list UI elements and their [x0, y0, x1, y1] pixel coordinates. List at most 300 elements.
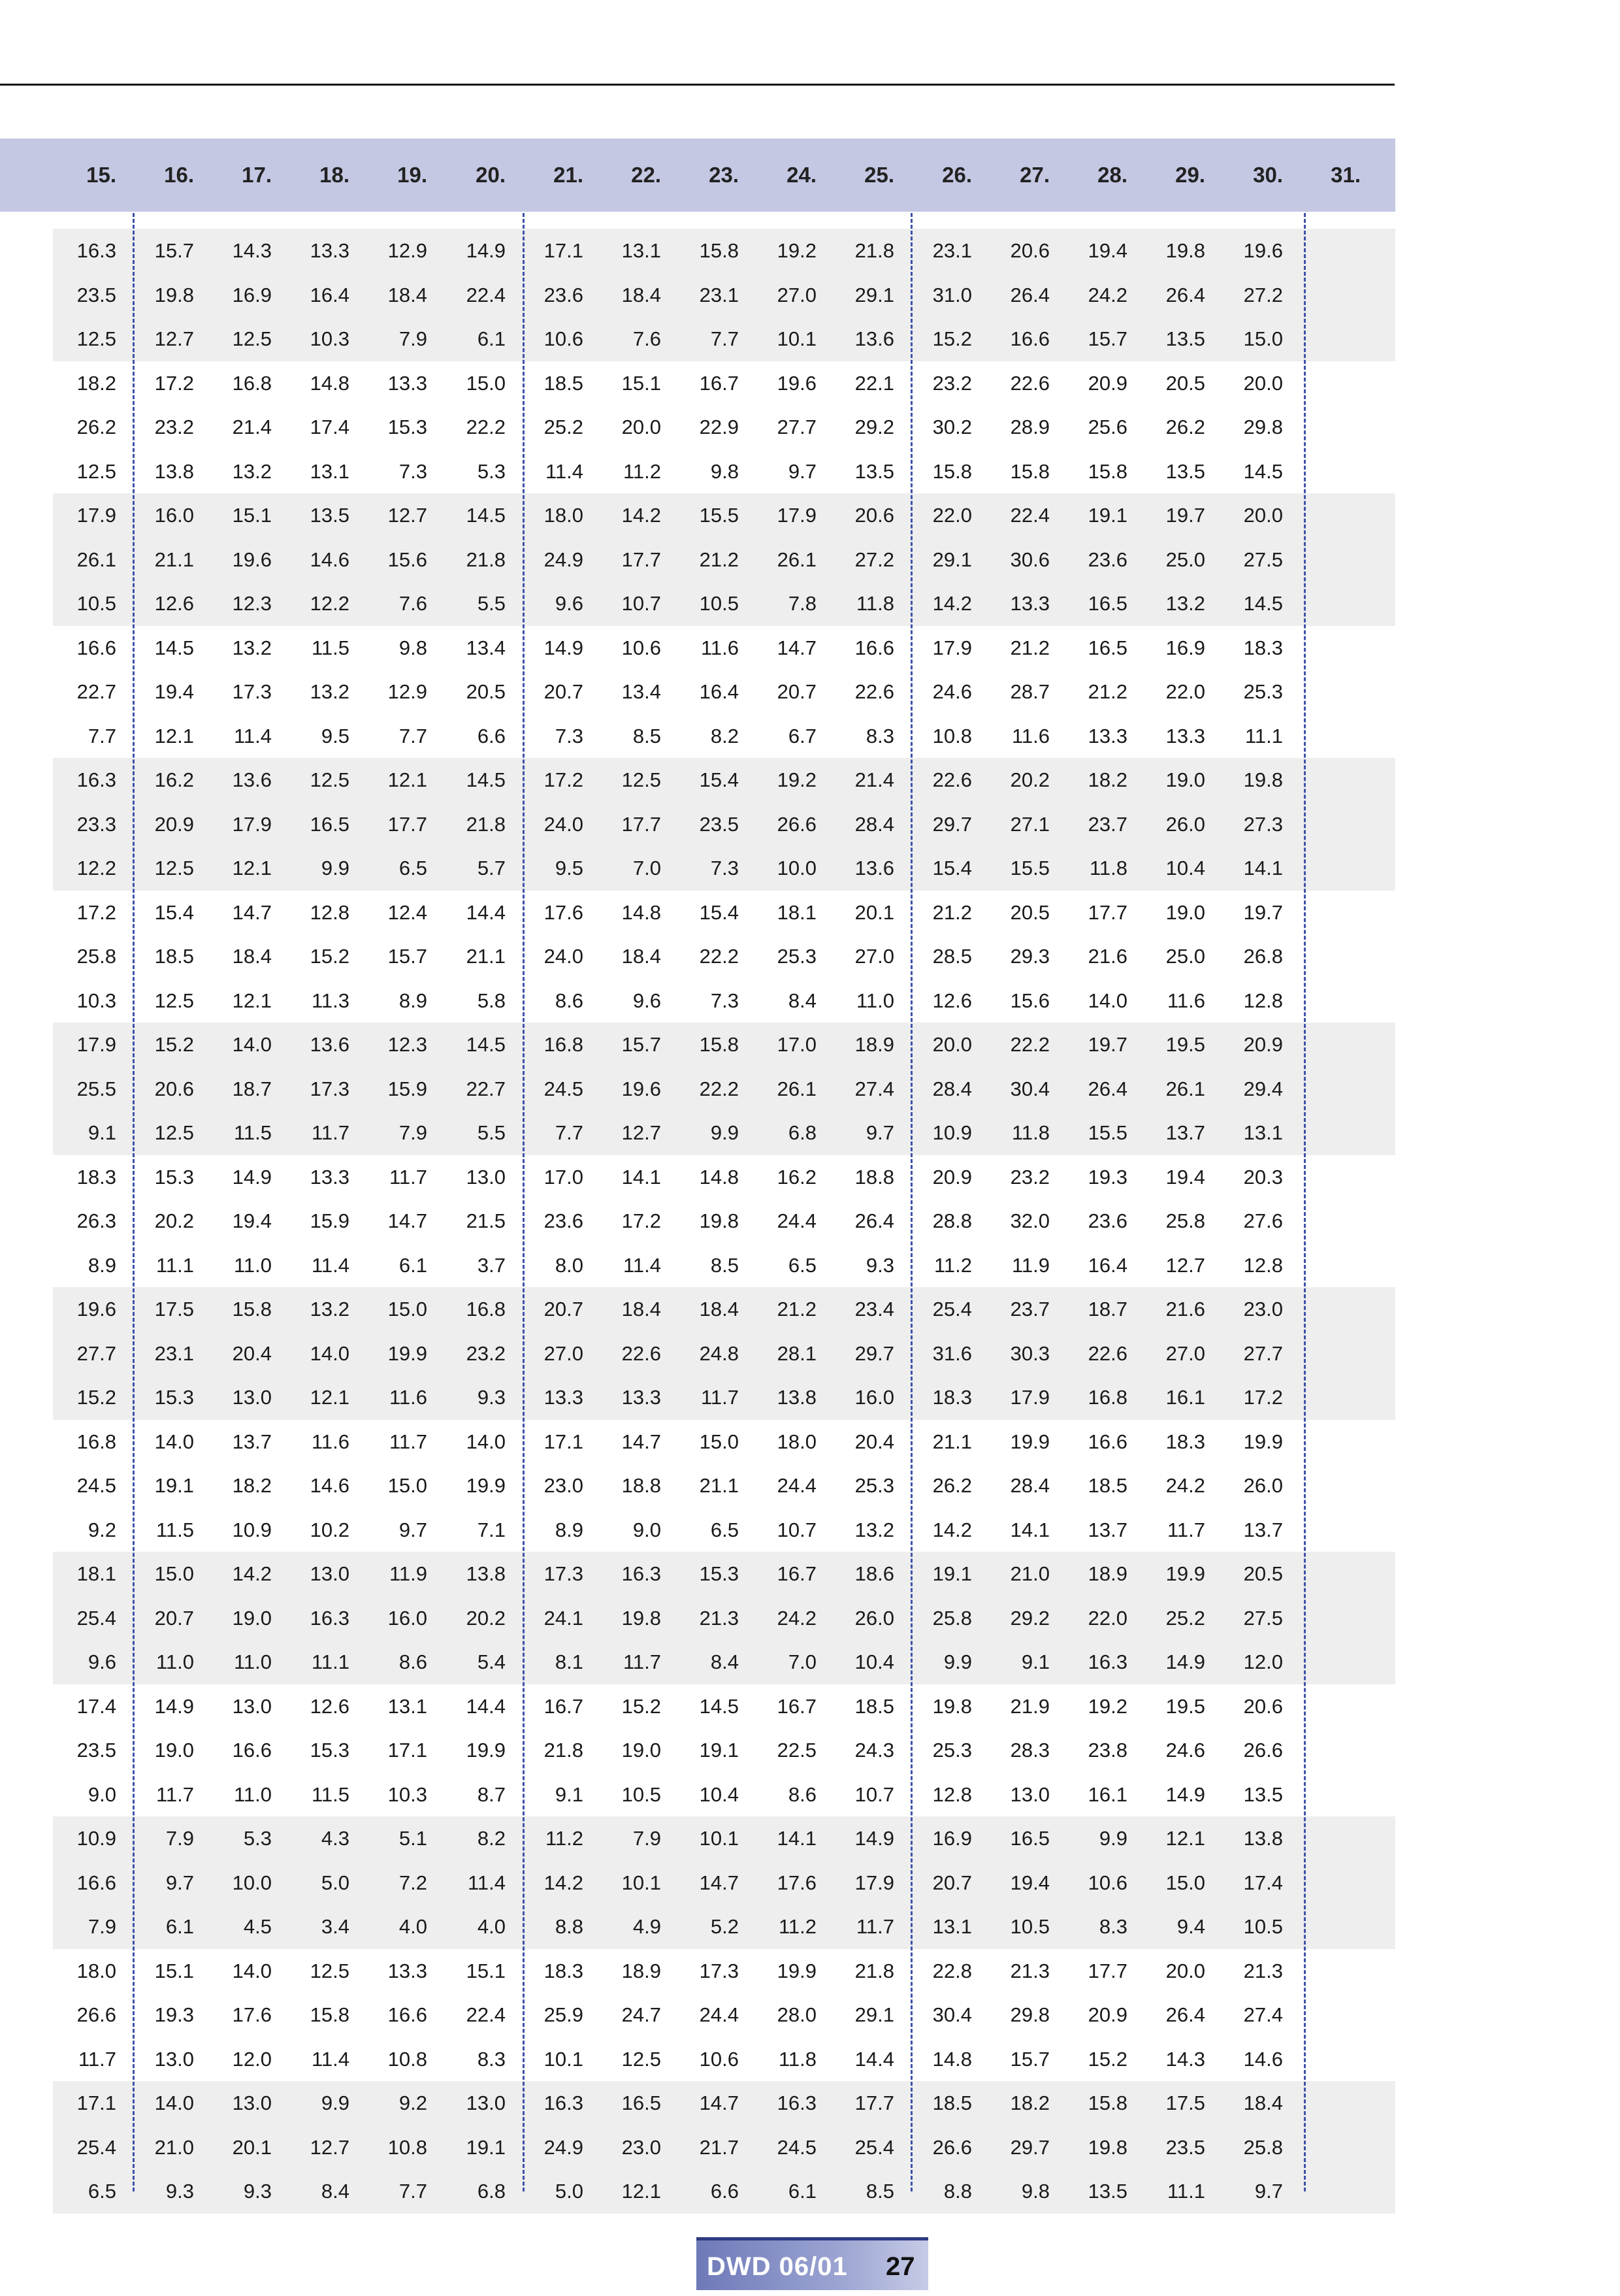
table-cell: 11.0 — [233, 1782, 272, 1806]
table-cell: 13.8 — [1243, 1827, 1283, 1850]
table-cell: 18.6 — [854, 1562, 894, 1585]
table-cell: 17.2 — [543, 768, 583, 791]
table-cell: 17.3 — [543, 1562, 583, 1585]
table-cell: 17.9 — [932, 636, 972, 659]
table-cell: 11.6 — [1011, 724, 1050, 747]
table-cell: 7.8 — [788, 592, 817, 615]
table-cell: 19.9 — [1243, 1430, 1283, 1453]
table-cell: 8.9 — [398, 989, 427, 1012]
table-cell: 9.3 — [866, 1253, 894, 1277]
table-cell: 12.8 — [932, 1782, 972, 1806]
table-cell: 12.2 — [310, 592, 349, 615]
table-cell: 11.0 — [233, 1253, 272, 1277]
table-cell: 15.8 — [1010, 459, 1050, 483]
table-cell: 16.4 — [1088, 1253, 1127, 1277]
table-cell: 9.7 — [1254, 2180, 1283, 2203]
table-cell: 16.8 — [76, 1430, 116, 1453]
table-cell: 13.2 — [310, 1298, 349, 1320]
table-cell: 18.0 — [777, 1430, 817, 1453]
table-cell: 5.4 — [477, 1650, 506, 1673]
table-cell: 25.2 — [543, 416, 583, 438]
table-cell: 21.4 — [854, 768, 894, 791]
table-cell: 16.3 — [310, 1606, 349, 1630]
table-cell: 9.9 — [943, 1650, 972, 1673]
table-cell: 14.5 — [699, 1694, 739, 1718]
table-cell: 23.8 — [1088, 1739, 1127, 1762]
table-cell: 19.4 — [1088, 239, 1127, 262]
top-rule — [0, 84, 1395, 86]
table-cell: 30.3 — [1010, 1341, 1050, 1365]
table-row — [0, 1949, 1395, 1993]
table-cell: 6.1 — [477, 327, 506, 350]
table-cell: 8.3 — [866, 724, 894, 747]
table-cell: 16.8 — [466, 1298, 506, 1320]
table-cell: 9.9 — [710, 1121, 739, 1144]
table-cell: 14.6 — [310, 1474, 349, 1497]
table-row — [0, 1287, 1395, 1331]
table-cell: 21.7 — [699, 2135, 739, 2159]
table-cell: 25.4 — [76, 2135, 116, 2159]
table-cell: 17.0 — [543, 1165, 583, 1189]
table-cell: 20.5 — [1010, 900, 1050, 924]
table-cell: 21.1 — [466, 945, 506, 968]
table-cell: 9.9 — [321, 857, 349, 879]
table-cell: 10.6 — [621, 636, 661, 659]
table-cell: 13.5 — [1165, 459, 1205, 483]
table-cell: 17.2 — [1243, 1386, 1283, 1409]
table-cell: 11.2 — [778, 1915, 817, 1938]
table-cell: 20.5 — [1165, 371, 1205, 395]
table-cell: 26.1 — [76, 548, 116, 571]
table-cell: 17.7 — [1088, 900, 1127, 924]
table-cell: 27.6 — [1243, 1209, 1283, 1232]
table-cell: 22.0 — [1165, 680, 1205, 703]
table-cell: 14.6 — [1243, 2047, 1283, 2071]
table-cell: 29.7 — [1010, 2135, 1050, 2159]
table-cell: 17.2 — [154, 371, 194, 395]
table-cell: 11.1 — [1244, 724, 1283, 747]
table-cell: 15.6 — [387, 548, 427, 571]
table-cell: 19.9 — [777, 1959, 817, 1982]
table-cell: 15.0 — [466, 371, 506, 395]
table-cell: 6.1 — [788, 2180, 817, 2203]
day-header: 29. — [1175, 163, 1205, 187]
table-row — [0, 493, 1395, 537]
table-cell: 23.0 — [1243, 1298, 1283, 1320]
table-cell: 15.0 — [154, 1562, 194, 1585]
table-cell: 11.9 — [1011, 1253, 1050, 1277]
table-cell: 13.0 — [466, 2091, 506, 2114]
table-cell: 13.4 — [466, 636, 506, 659]
table-cell: 23.0 — [543, 1474, 583, 1497]
table-cell: 7.3 — [710, 989, 739, 1012]
table-cell: 10.5 — [621, 1782, 661, 1806]
table-cell: 14.4 — [854, 2047, 894, 2071]
table-cell: 15.0 — [387, 1474, 427, 1497]
table-cell: 24.4 — [777, 1474, 817, 1497]
table-cell: 7.3 — [710, 857, 739, 879]
table-cell: 23.7 — [1088, 812, 1127, 836]
table-cell: 14.0 — [466, 1430, 506, 1453]
table-cell: 10.0 — [232, 1871, 272, 1894]
table-cell: 10.2 — [310, 1518, 349, 1541]
table-cell: 16.5 — [1010, 1827, 1050, 1850]
day-header: 30. — [1253, 163, 1283, 187]
table-cell: 9.2 — [398, 2091, 427, 2114]
table-cell: 13.7 — [1165, 1121, 1205, 1144]
table-cell: 14.9 — [1165, 1782, 1205, 1806]
table-cell: 14.7 — [699, 1871, 739, 1894]
table-cell: 21.2 — [1088, 680, 1127, 703]
table-row — [0, 979, 1395, 1023]
table-cell: 18.5 — [854, 1694, 894, 1718]
table-cell: 12.5 — [621, 768, 661, 791]
table-cell: 17.9 — [76, 1033, 116, 1056]
table-cell: 11.6 — [700, 636, 739, 659]
table-cell: 18.2 — [1010, 2091, 1050, 2114]
table-cell: 16.5 — [1088, 636, 1127, 659]
table-cell: 14.5 — [466, 504, 506, 527]
table-cell: 20.2 — [154, 1209, 194, 1232]
table-cell: 12.7 — [154, 327, 194, 350]
table-row — [0, 1552, 1395, 1596]
table-cell: 15.7 — [1088, 327, 1127, 350]
table-cell: 7.7 — [710, 327, 739, 350]
table-cell: 16.6 — [1088, 1430, 1127, 1453]
table-cell: 22.4 — [466, 283, 506, 306]
table-cell: 26.2 — [1165, 416, 1205, 438]
table-cell: 12.1 — [387, 768, 427, 791]
table-cell: 10.7 — [854, 1782, 894, 1806]
table-cell: 19.6 — [76, 1298, 116, 1320]
table-cell: 28.4 — [854, 812, 894, 836]
table-cell: 26.1 — [1165, 1077, 1205, 1100]
table-cell: 19.6 — [1243, 239, 1283, 262]
table-cell: 28.1 — [777, 1341, 817, 1365]
table-cell: 25.8 — [932, 1606, 972, 1630]
table-cell: 18.9 — [854, 1033, 894, 1056]
table-cell: 15.7 — [387, 945, 427, 968]
table-cell: 22.2 — [1010, 1033, 1050, 1056]
table-cell: 28.9 — [1010, 416, 1050, 438]
table-cell: 16.2 — [154, 768, 194, 791]
table-cell: 11.1 — [155, 1253, 194, 1277]
table-cell: 23.2 — [932, 371, 972, 395]
table-row — [0, 1420, 1395, 1464]
table-cell: 13.0 — [232, 1694, 272, 1718]
table-cell: 7.9 — [398, 1121, 427, 1144]
table-cell: 27.7 — [777, 416, 817, 438]
table-cell: 23.1 — [699, 283, 739, 306]
table-row — [0, 229, 1395, 272]
table-cell: 8.2 — [710, 724, 739, 747]
table-cell: 14.9 — [854, 1827, 894, 1850]
table-cell: 11.6 — [311, 1430, 349, 1453]
table-cell: 25.8 — [76, 945, 116, 968]
table-cell: 10.6 — [543, 327, 583, 350]
table-cell: 12.6 — [310, 1694, 349, 1718]
table-row — [0, 361, 1395, 405]
table-cell: 16.3 — [1088, 1650, 1127, 1673]
table-cell: 15.6 — [1010, 989, 1050, 1012]
table-row — [0, 1243, 1395, 1287]
table-cell: 20.2 — [1010, 768, 1050, 791]
table-cell: 15.5 — [1010, 857, 1050, 879]
table-cell: 22.1 — [854, 371, 894, 395]
table-cell: 15.7 — [154, 239, 194, 262]
table-cell: 17.9 — [1010, 1386, 1050, 1409]
table-cell: 5.0 — [321, 1871, 349, 1894]
table-cell: 19.9 — [1165, 1562, 1205, 1585]
table-cell: 24.4 — [699, 2003, 739, 2026]
table-cell: 32.0 — [1010, 1209, 1050, 1232]
table-cell: 21.2 — [777, 1298, 817, 1320]
table-row — [0, 538, 1395, 582]
table-cell: 17.2 — [621, 1209, 661, 1232]
table-row — [0, 626, 1395, 670]
table-cell: 13.1 — [310, 459, 349, 483]
table-cell: 19.8 — [621, 1606, 661, 1630]
table-cell: 17.3 — [232, 680, 272, 703]
table-cell: 29.1 — [932, 548, 972, 571]
table-cell: 26.2 — [76, 416, 116, 438]
table-cell: 17.1 — [543, 239, 583, 262]
table-cell: 15.2 — [621, 1694, 661, 1718]
table-cell: 17.6 — [543, 900, 583, 924]
table-cell: 29.2 — [854, 416, 894, 438]
table-cell: 20.2 — [466, 1606, 506, 1630]
day-header: 23. — [709, 163, 739, 187]
table-cell: 15.7 — [1010, 2047, 1050, 2071]
table-cell: 20.7 — [154, 1606, 194, 1630]
table-cell: 18.9 — [621, 1959, 661, 1982]
table-cell: 11.6 — [389, 1386, 427, 1409]
table-cell: 20.6 — [1010, 239, 1050, 262]
day-header: 21. — [553, 163, 583, 187]
table-cell: 19.7 — [1088, 1033, 1127, 1056]
table-cell: 18.3 — [543, 1959, 583, 1982]
table-cell: 17.1 — [76, 2091, 116, 2114]
table-cell: 28.8 — [932, 1209, 972, 1232]
table-cell: 19.1 — [932, 1562, 972, 1585]
table-cell: 13.3 — [1088, 724, 1127, 747]
table-cell: 16.9 — [932, 1827, 972, 1850]
table-cell: 16.9 — [232, 283, 272, 306]
table-cell: 21.9 — [1010, 1694, 1050, 1718]
table-cell: 23.6 — [1088, 548, 1127, 571]
table-cell: 10.5 — [1243, 1915, 1283, 1938]
table-cell: 12.5 — [154, 989, 194, 1012]
table-cell: 16.3 — [76, 768, 116, 791]
table-cell: 17.7 — [621, 812, 661, 836]
table-cell: 22.6 — [932, 768, 972, 791]
table-cell: 10.1 — [621, 1871, 661, 1894]
table-cell: 24.4 — [777, 1209, 817, 1232]
table-cell: 8.4 — [788, 989, 817, 1012]
table-cell: 15.7 — [621, 1033, 661, 1056]
table-row — [0, 1199, 1395, 1243]
day-header: 27. — [1020, 163, 1050, 187]
column-divider — [523, 213, 525, 2191]
table-cell: 7.6 — [632, 327, 661, 350]
table-cell: 21.6 — [1165, 1298, 1205, 1320]
table-cell: 10.4 — [1165, 857, 1205, 879]
table-cell: 10.3 — [310, 327, 349, 350]
table-cell: 26.4 — [1165, 283, 1205, 306]
table-cell: 9.4 — [1176, 1915, 1205, 1938]
table-cell: 19.0 — [154, 1739, 194, 1762]
table-cell: 12.0 — [1243, 1650, 1283, 1673]
table-cell: 14.0 — [232, 1033, 272, 1056]
table-cell: 8.4 — [321, 2180, 349, 2203]
table-cell: 19.8 — [1165, 239, 1205, 262]
table-cell: 12.4 — [387, 900, 427, 924]
table-cell: 15.0 — [1243, 327, 1283, 350]
table-cell: 9.1 — [88, 1121, 116, 1144]
table-cell: 24.0 — [543, 812, 583, 836]
table-cell: 7.7 — [88, 724, 116, 747]
table-cell: 11.7 — [311, 1121, 349, 1144]
table-cell: 21.1 — [932, 1430, 972, 1453]
table-cell: 26.2 — [932, 1474, 972, 1497]
table-cell: 10.6 — [1088, 1871, 1127, 1894]
table-cell: 11.7 — [155, 1782, 194, 1806]
table-cell: 16.4 — [699, 680, 739, 703]
table-cell: 14.4 — [466, 1694, 506, 1718]
table-cell: 18.4 — [621, 1298, 661, 1320]
table-row — [0, 1684, 1395, 1728]
table-cell: 8.9 — [555, 1518, 583, 1541]
table-cell: 17.5 — [154, 1298, 194, 1320]
table-cell: 25.6 — [1088, 416, 1127, 438]
table-cell: 16.3 — [777, 2091, 817, 2114]
table-cell: 21.0 — [154, 2135, 194, 2159]
table-cell: 16.3 — [543, 2091, 583, 2114]
table-cell: 26.6 — [1243, 1739, 1283, 1762]
table-cell: 29.7 — [854, 1341, 894, 1365]
table-cell: 18.3 — [1243, 636, 1283, 659]
table-cell: 13.0 — [232, 2091, 272, 2114]
table-cell: 27.0 — [854, 945, 894, 968]
table-cell: 22.7 — [76, 680, 116, 703]
table-cell: 22.7 — [466, 1077, 506, 1100]
table-cell: 11.7 — [1167, 1518, 1205, 1541]
table-cell: 14.9 — [1165, 1650, 1205, 1673]
table-cell: 18.7 — [1088, 1298, 1127, 1320]
table-cell: 12.7 — [310, 2135, 349, 2159]
table-cell: 24.2 — [1165, 1474, 1205, 1497]
table-cell: 7.6 — [398, 592, 427, 615]
table-cell: 15.3 — [310, 1739, 349, 1762]
table-cell: 11.7 — [78, 2047, 116, 2071]
table-cell: 4.5 — [243, 1915, 272, 1938]
table-cell: 7.2 — [398, 1871, 427, 1894]
table-cell: 20.6 — [1243, 1694, 1283, 1718]
table-cell: 15.8 — [1088, 2091, 1127, 2114]
table-cell: 18.4 — [232, 945, 272, 968]
table-cell: 20.9 — [1088, 371, 1127, 395]
table-cell: 11.0 — [233, 1650, 272, 1673]
table-cell: 22.6 — [1088, 1341, 1127, 1365]
table-cell: 12.1 — [1165, 1827, 1205, 1850]
table-cell: 10.0 — [777, 857, 817, 879]
table-row — [0, 1905, 1395, 1948]
table-cell: 11.0 — [155, 1650, 194, 1673]
table-cell: 15.9 — [387, 1077, 427, 1100]
table-cell: 19.6 — [621, 1077, 661, 1100]
table-cell: 17.7 — [1088, 1959, 1127, 1982]
table-cell: 12.7 — [1165, 1253, 1205, 1277]
table-cell: 14.0 — [232, 1959, 272, 1982]
table-cell: 21.8 — [466, 812, 506, 836]
table-cell: 6.6 — [477, 724, 506, 747]
table-cell: 12.5 — [76, 459, 116, 483]
table-cell: 12.5 — [232, 327, 272, 350]
table-cell: 27.3 — [1243, 812, 1283, 836]
table-cell: 24.5 — [76, 1474, 116, 1497]
table-cell: 18.1 — [777, 900, 817, 924]
table-cell: 11.8 — [856, 592, 894, 615]
table-cell: 26.4 — [854, 1209, 894, 1232]
table-cell: 23.5 — [699, 812, 739, 836]
table-cell: 24.8 — [699, 1341, 739, 1365]
table-row — [0, 1464, 1395, 1507]
table-cell: 20.7 — [543, 680, 583, 703]
table-cell: 11.8 — [778, 2047, 817, 2071]
table-cell: 15.1 — [466, 1959, 506, 1982]
page-number: 27 — [886, 2252, 915, 2281]
table-cell: 21.1 — [699, 1474, 739, 1497]
table-cell: 13.2 — [1165, 592, 1205, 615]
table-cell: 4.0 — [477, 1915, 506, 1938]
table-cell: 23.2 — [466, 1341, 506, 1365]
table-cell: 16.5 — [621, 2091, 661, 2114]
table-cell: 14.7 — [777, 636, 817, 659]
table-cell: 12.5 — [154, 857, 194, 879]
table-cell: 7.9 — [88, 1915, 116, 1938]
table-cell: 16.3 — [76, 239, 116, 262]
table-cell: 10.9 — [76, 1827, 116, 1850]
table-row — [0, 273, 1395, 317]
table-cell: 26.0 — [1165, 812, 1205, 836]
table-cell: 19.0 — [1165, 768, 1205, 791]
table-cell: 19.0 — [621, 1739, 661, 1762]
table-cell: 15.3 — [387, 416, 427, 438]
table-cell: 13.8 — [777, 1386, 817, 1409]
table-cell: 15.8 — [699, 239, 739, 262]
table-cell: 16.6 — [76, 1871, 116, 1894]
table-cell: 25.0 — [1165, 945, 1205, 968]
table-cell: 26.6 — [932, 2135, 972, 2159]
table-cell: 20.0 — [932, 1033, 972, 1056]
table-cell: 11.5 — [233, 1121, 272, 1144]
table-cell: 16.4 — [310, 283, 349, 306]
table-cell: 19.6 — [777, 371, 817, 395]
table-cell: 11.5 — [155, 1518, 194, 1541]
table-cell: 25.4 — [932, 1298, 972, 1320]
table-cell: 14.2 — [543, 1871, 583, 1894]
table-cell: 14.8 — [621, 900, 661, 924]
table-row — [0, 1640, 1395, 1684]
table-cell: 5.3 — [243, 1827, 272, 1850]
table-cell: 11.6 — [1167, 989, 1205, 1012]
table-cell: 16.1 — [1088, 1782, 1127, 1806]
table-cell: 16.7 — [777, 1694, 817, 1718]
table-cell: 18.2 — [1088, 768, 1127, 791]
table-cell: 19.1 — [154, 1474, 194, 1497]
table-cell: 16.6 — [1010, 327, 1050, 350]
table-row — [0, 758, 1395, 802]
